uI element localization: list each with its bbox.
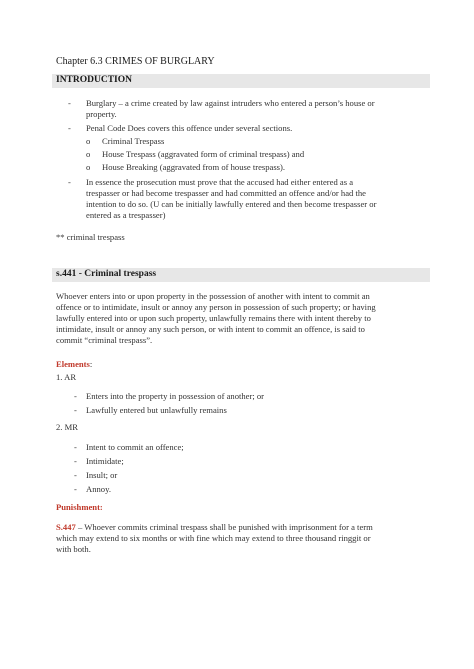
criminal-trespass-note: ** criminal trespass [56, 232, 125, 242]
ar-label: 1. AR [56, 372, 77, 382]
definition-line: offence or to intimidate, insult or annoy any person in possession of such property; or having [56, 302, 376, 312]
ar-item: Lawfully entered but unlawfully remains [86, 405, 227, 415]
punishment-line-1 [56, 522, 373, 533]
punishment-heading: Punishment: [56, 502, 103, 512]
section-heading-band [52, 268, 430, 282]
bullet-dash: - [74, 405, 77, 415]
intro-sub-bullet-3: House Breaking (aggravated from of house trespass). [102, 162, 286, 172]
definition-line: intimidate, insult or annoy any such person, or with intent to commit an offence, is said to [56, 324, 365, 334]
elements-colon: : [89, 359, 93, 369]
bullet-dash: - [74, 456, 77, 466]
bullet-dash: - [68, 98, 71, 108]
sub-bullet-circle: o [86, 136, 91, 146]
mr-item: Insult; or [86, 470, 118, 480]
definition-line: commit “criminal trespass”. [56, 335, 153, 345]
introduction-heading-band [52, 74, 430, 88]
bullet-dash: - [68, 177, 71, 187]
bullet-dash: - [68, 123, 71, 133]
mr-label: 2. MR [56, 422, 78, 432]
punishment-section-ref: S.447 [56, 522, 76, 532]
mr-item: Annoy. [86, 484, 111, 494]
intro-bullet-1-line-1: Burglary – a crime created by law against intruders who entered a person’s house or [86, 98, 375, 108]
punishment-text: – Whoever commits criminal trespass shall be punished with imprisonment for a term [75, 522, 373, 532]
intro-sub-bullet-2: House Trespass (aggravated form of criminal trespass) and [102, 149, 305, 159]
bullet-dash: - [74, 484, 77, 494]
punishment-line-3: with both. [56, 544, 91, 554]
mr-item: Intimidate; [86, 456, 124, 466]
bullet-dash: - [74, 391, 77, 401]
intro-bullet-3-line-3: intention to do so. (U can be initially lawfully entered and then become trespasser or [86, 199, 377, 209]
ar-item: Enters into the property in possession of another; or [86, 391, 265, 401]
mr-item: Intent to commit an offence; [86, 442, 184, 452]
definition-line: Whoever enters into or upon property in the possession of another with intent to commit an [56, 291, 370, 301]
elements-label: Elements [56, 359, 90, 369]
introduction-heading: INTRODUCTION [56, 75, 133, 85]
intro-bullet-3-line-4: entered as a trespasser) [86, 210, 166, 220]
sub-bullet-circle: o [86, 162, 91, 172]
intro-bullet-3-line-1: In essence the prosecution must prove that the accused had either entered as a [86, 177, 354, 187]
punishment-line-2: which may extend to six months or with fine which may extend to three thousand ringgit or [56, 533, 371, 543]
bullet-dash: - [74, 470, 77, 480]
section-heading: s.441 - Criminal trespass [56, 269, 157, 279]
bullet-dash: - [74, 442, 77, 452]
definition-line: lawfully entered into or upon such property, unlawfully remains there with intent thereby to [56, 313, 371, 323]
intro-bullet-3-line-2: trespasser or had become trespasser and had committed an offence and/or had the [86, 188, 366, 198]
intro-bullet-2: Penal Code Does covers this offence under several sections. [86, 123, 293, 133]
sub-bullet-circle: o [86, 149, 91, 159]
intro-sub-bullet-1: Criminal Trespass [102, 136, 165, 146]
chapter-title: Chapter 6.3 CRIMES OF BURGLARY [56, 56, 215, 67]
intro-bullet-1-line-2: property. [86, 109, 117, 119]
elements-heading [56, 359, 92, 370]
